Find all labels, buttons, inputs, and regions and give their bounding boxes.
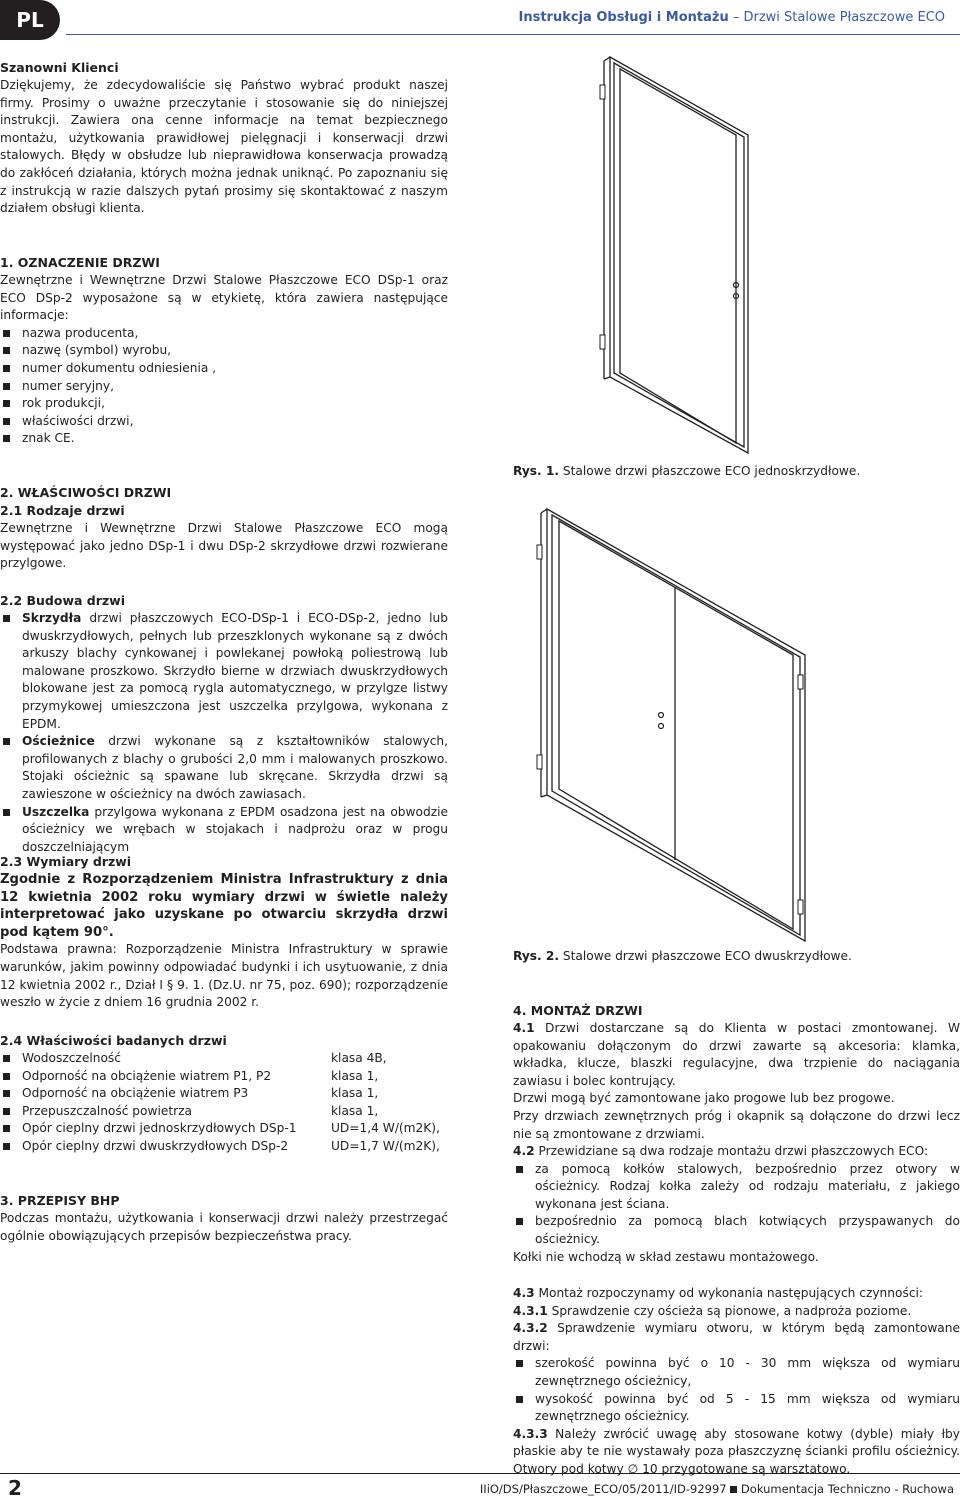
section-2-3-text: Podstawa prawna: Rozporządzenie Ministra Infrastruktury w sprawie warunków, jakim powinny odpowiadać budynki i ich usytuowanie, z dnia 12 kwietnia 2002 r., Dział I § 9. 1. (Dz.U. nr 75, poz. 690); rozporządzenie weszło w życie z dniem 16 grudnia 2002 r. [0, 942, 448, 1010]
page-header-title: Instrukcja Obsługi i Montażu – Drzwi Stalowe Płaszczowe ECO [518, 10, 945, 25]
list-item: Uszczelka przylgowa wykonana z EPDM osadzona jest na obwodzie ościeżnicy we wrębach w stojakach i nadprożu oraz w progu doszczelniającym [0, 804, 448, 857]
list-item: numer dokumentu odniesienia , [0, 360, 448, 378]
list-item: nazwa producenta, [0, 325, 448, 343]
list-item: za pomocą kołków stalowych, bezpośrednio przez otwory w ościeżnicy. Rodzaj kołka zależy od rodzaju materiału, z jakiego wykonana jest ściana. [513, 1161, 960, 1214]
paragraph-4-1: 4.1 Drzwi dostarczane są do Klienta w postaci zmontowanej. W opakowaniu dołączonym do drzwi zawarte są akcesoria: klamka, wkładka, klucze, blaszki regulacyjne, dwa trzpienie do naciągania zawiasu i bolec kontrujący. [513, 1021, 960, 1088]
header-divider [66, 34, 960, 35]
double-door-drawing [535, 505, 815, 945]
section-3 [0, 1192, 448, 1245]
paragraph-4-1-c: Przy drzwiach zewnętrznych próg i okapnik są dołączone do drzwi lecz nie są zmontowane z drzwiami. [513, 1108, 960, 1141]
list-item: rok produkcji, [0, 395, 448, 413]
single-door-drawing [590, 55, 760, 455]
section-3-text: Podczas montażu, użytkowania i konserwacji drzwi należy przestrzegać ogólnie obowiązujących przepisów bezpieczeństwa pracy. [0, 1211, 448, 1243]
footer-reference: IIiO/DS/Płaszczowe_ECO/05/2011/ID-92997 Dokumentacja Techniczno - Ruchowa [479, 1482, 954, 1496]
section-1-heading: 1. OZNACZENIE DRZWI [0, 255, 160, 270]
opening-size-list [513, 1355, 960, 1425]
section-2-1-text: Zewnętrzne i Wewnętrzne Drzwi Stalowe Płaszczowe ECO mogą występować jako jedno DSp-1 i dwu DSp-2 skrzydłowe drzwi rozwierane przylgowe. [0, 521, 448, 571]
section-2-3 [0, 853, 448, 1012]
section-2-4-heading: 2.4 Właściwości badanych drzwi [0, 1033, 227, 1048]
section-2-3-heading: 2.3 Wymiary drzwi [0, 854, 132, 869]
list-item: Skrzydła drzwi płaszczowych ECO-DSp-1 i ECO-DSp-2, jedno lub dwuskrzydłowych, pełnych lub przeszklonych wykonane są z dwóch arkuszy blachy cynkowanej i powlekanej powłoką poliestrową lub malowane proszkowo. Skrzydło bierne w drzwiach dwuskrzydłowych blokowane jest za pomocą rygla automatycznego, w przylgze listwy przymykowej umieszczona jest uszczelka przylgowa, wykonana z EPDM. [0, 610, 448, 733]
list-item: bezpośrednio za pomocą blach kotwiących przyspawanych do ościeżnicy. [513, 1213, 960, 1248]
table-row: Opór cieplny drzwi dwuskrzydłowych DSp-2 UD=1,7 W/(m2K), [0, 1138, 440, 1156]
paragraph-4-3: 4.3 Montaż rozpoczynamy od wykonania następujących czynności: [513, 1286, 924, 1300]
table-row: Przepuszczalność powietrza klasa 1, [0, 1103, 440, 1121]
table-row: Opór cieplny drzwi jednoskrzydłowych DSp-1 UD=1,4 W/(m2K), [0, 1120, 440, 1138]
section-1 [0, 254, 448, 448]
figure-1-caption: Rys. 1. Stalowe drzwi płaszczowe ECO jednoskrzydłowe. [513, 464, 861, 478]
language-badge: PL [0, 0, 60, 40]
section-3-heading: 3. PRZEPISY BHP [0, 1193, 120, 1208]
label-info-list [0, 325, 448, 448]
section-2-3-bold-text: Zgodnie z Rozporządzeniem Ministra Infrastruktury z dnia 12 kwietnia 2002 roku wymiary drzwi w świetle należy interpretować jako uzyskane po otwarciu skrzydła drzwi pod kątem 90°. [0, 872, 448, 940]
paragraph-4-1-b: Drzwi mogą być zamontowane jako progowe lub bez progowe. [513, 1091, 895, 1106]
list-item: nazwę (symbol) wyrobu, [0, 342, 448, 360]
section-2 [0, 484, 448, 573]
section-2-2-heading: 2.2 Budowa drzwi [0, 593, 126, 608]
table-row: Wodoszczelność klasa 4B, [0, 1050, 440, 1068]
properties-table [0, 1050, 440, 1156]
intro-section [0, 59, 448, 218]
paragraph-4-3-3: 4.3.3 Należy zwrócić uwagę aby stosowane kotwy (dyble) miały łby płaskie aby te nie wystawały poza płaszczyznę ścianki profilu ościeżnicy. Otwory pod kotwy ∅ 10 przygotowane są warsztatowo. [513, 1426, 960, 1476]
footer-divider [0, 1473, 960, 1474]
section-4-heading: 4. MONTAŻ DRZWI [513, 1003, 643, 1018]
table-row: Odporność na obciążenie wiatrem P1, P2 klasa 1, [0, 1068, 440, 1086]
section-4-2 [513, 1143, 960, 1266]
section-4 [513, 1002, 960, 1143]
section-2-1-heading: 2.1 Rodzaje drzwi [0, 503, 125, 518]
paragraph-4-3-1: 4.3.1 Sprawdzenie czy ościeża są pionowe, a nadproża poziome. [513, 1303, 912, 1318]
paragraph-4-3-2: 4.3.2 Sprawdzenie wymiaru otworu, w którym będą zamontowane drzwi: [513, 1321, 960, 1353]
figure-2-caption: Rys. 2. Stalowe drzwi płaszczowe ECO dwuskrzydłowe. [513, 949, 852, 963]
mounting-methods-list [513, 1161, 960, 1249]
list-item: Ościeżnice drzwi wykonane są z kształtowników stalowych, profilowanych z blachy o grubości 2,0 mm i malowanych proszkowo. Stojaki ościeżnic są spawane lub skręcane. Skrzydła drzwi są zawieszone w ościeżnicy na dwóch zawiasach. [0, 733, 448, 803]
list-item: właściwości drzwi, [0, 413, 448, 431]
paragraph-4-2: 4.2 Przewidziane są dwa rodzaje montażu drzwi płaszczowych ECO: [513, 1144, 929, 1158]
paragraph-4-2-tail: Kołki nie wchodzą w skład zestawu montażowego. [513, 1249, 819, 1264]
table-row: Odporność na obciążenie wiatrem P3 klasa 1, [0, 1085, 440, 1103]
section-1-text: Zewnętrzne i Wewnętrzne Drzwi Stalowe Płaszczowe ECO DSp-1 oraz ECO DSp-2 wyposażone są w etykietę, która zawiera następujące informacje: [0, 273, 448, 323]
intro-heading: Szanowni Klienci [0, 60, 119, 75]
intro-text: Dziękujemy, że zdecydowaliście się Państwo wybrać produkt naszej firmy. Prosimy o uważne przeczytanie i stosowanie się do niniejszej instrukcji. Zawiera ona cenne informacje na temat bezpiecznego montażu, użytkowania prawidłowej pielęgnacji i konserwacji drzwi stalowych. Błędy w obsłudze lub nieprawidłowa konserwacja prowadzą do zakłóceń działania, których można jednak uniknąć. Po zapoznaniu się z instrukcją w razie dalszych pytań prosimy się skontaktować z naszym działem obsługi klienta. [0, 78, 448, 216]
section-4-3 [513, 1285, 960, 1479]
list-item: numer seryjny, [0, 378, 448, 396]
construction-list [0, 610, 448, 856]
page-number: 2 [8, 1476, 22, 1500]
section-2-2 [0, 592, 448, 856]
section-2-heading: 2. WŁAŚCIWOŚCI DRZWI [0, 485, 172, 500]
section-2-4 [0, 1032, 448, 1156]
square-bullet-icon [730, 1486, 737, 1493]
list-item: znak CE. [0, 430, 448, 448]
list-item: szerokość powinna być o 10 - 30 mm większa od wymiaru zewnętrznego ościeżnicy, [513, 1355, 960, 1390]
list-item: wysokość powinna być od 5 - 15 mm większa od wymiaru zewnętrznego ościeżnicy. [513, 1391, 960, 1426]
